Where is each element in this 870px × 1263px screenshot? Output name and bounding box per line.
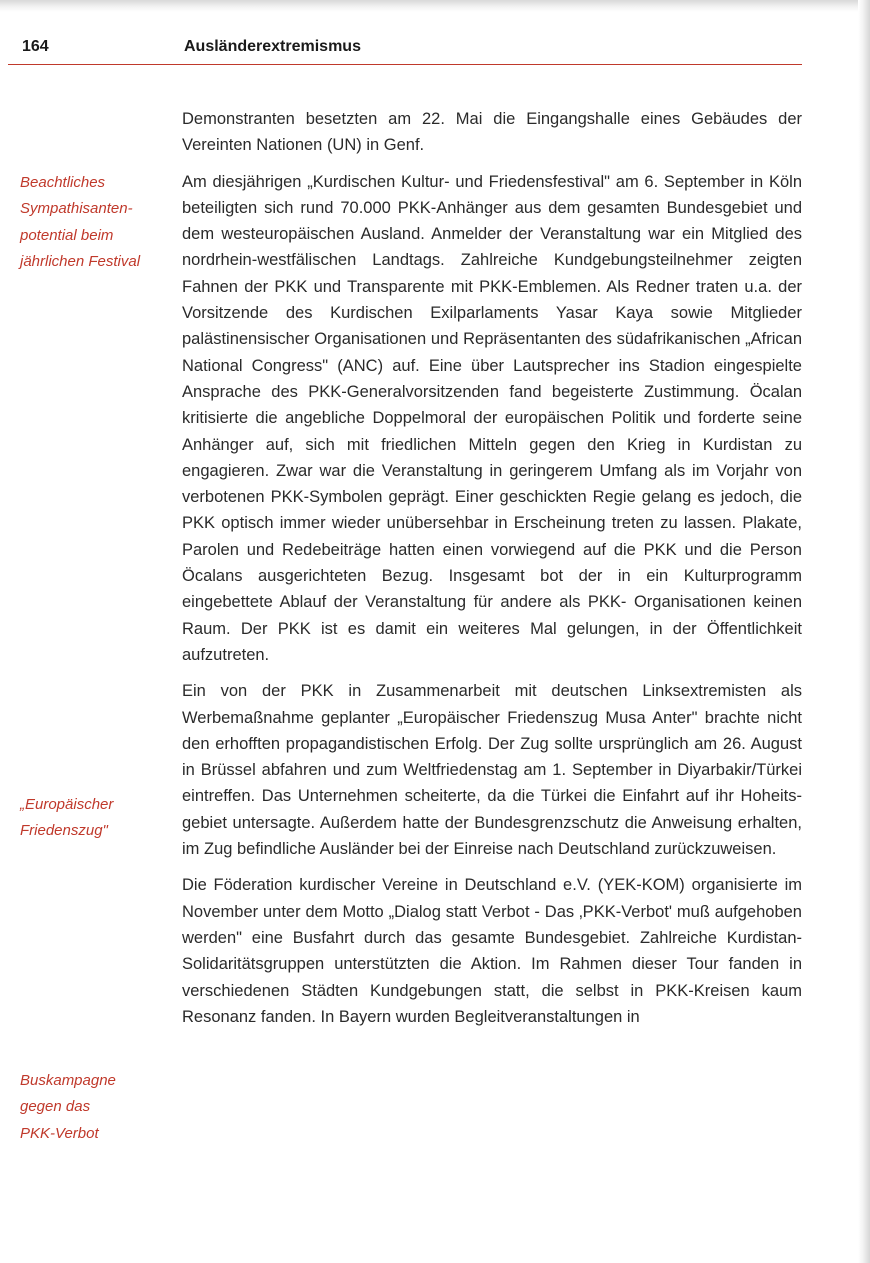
- margin-note-friedenszug: [20, 792, 170, 845]
- paragraph-friedenszug: Ein von der PKK in Zusammenarbeit mit deutschen Linksextremisten als Werbemaßnahme geplanter „Europäischer Friedenszug Musa Anter" brachte nicht den erhofften propagandistischen Erfolg. Der Zug sollte ursprünglich am 26. August in Brüssel abfahren und zum Weltfriedenstag am 1. September in Diyarbakir/Türkei eintreffen. Das Unternehmen scheiterte, da die Türkei die Einfahrt auf ihr Hoheitsgebiet untersagte. Außerdem hatte der Bundesgrenzschutz die Anweisung erhalten, im Zug befindliche Ausländer bei der Einreise nach Deutschland zurückzuweisen.: [182, 682, 802, 859]
- margin-note-buskampagne: [20, 1068, 170, 1147]
- paragraph-festival: Am diesjährigen „Kurdischen Kultur- und Friedensfestival" am 6. September in Köln beteiligten sich rund 70.000 PKK-Anhänger aus dem gesamten Bundesgebiet und dem westeuropäischen Ausland. Anmelder der Veranstaltung war ein Mitglied des nordrhein-westfälischen Landtags. Zahlreiche Kundgebungsteilnehmer zeigten Fahnen der PKK und Transparente mit PKK-Emblemen. Als Redner traten u.a. der Vorsitzende des Kurdischen Exilparlaments Yasar Kaya sowie Mitglieder palästinensischer Organisationen und Repräsentanten des südafrikanischen „African National Congress" (ANC) auf. Eine über Lautsprecher ins Stadion eingespielte Ansprache des PKK-Generalvorsitzenden fand begeisterte Zustimmung. Öcalan kritisierte die angebliche Doppelmoral der europäischen Politik und forderte seine Anhänger auf, sich mit friedlichen Mitteln gegen den Krieg in Kurdistan zu engagieren. Zwar war die Veranstaltung in geringerem Umfang als im Vorjahr von verbotenen PKK-Symbolen geprägt. Einer geschickten Regie gelang es jedoch, die PKK optisch immer wieder unübersehbar in Erscheinung treten zu lassen. Plakate, Parolen und Redebeiträge hatten einen vorwiegend auf die PKK und die Person Öcalans ausgerichteten Bezug. Insgesamt bot der in ein Kulturprogramm eingebettete Ablauf der Veranstaltung für andere als PKK- Organisationen keinen Raum. Der PKK ist es damit ein weiteres Mal gelungen, in der Öffentlichkeit aufzutreten.: [182, 172, 802, 664]
- margin-note-line: Sympathisanten-: [20, 200, 133, 218]
- scan-shadow-top: [0, 0, 870, 12]
- margin-note-line: Friedenszug": [20, 822, 108, 840]
- margin-note-line: jährlichen Festival: [20, 252, 141, 270]
- page-number: 164: [22, 38, 49, 55]
- margin-note-line: gegen das: [20, 1098, 91, 1116]
- scan-shadow-right: [858, 0, 870, 1263]
- margin-note-line: „Europäischer: [20, 796, 114, 813]
- margin-note-line: PKK-Verbot: [20, 1124, 99, 1142]
- header-rule: [8, 64, 802, 65]
- margin-note-festival: [20, 170, 170, 275]
- paragraph-un-genf: Demonstranten besetzten am 22. Mai die Eingangshalle eines Gebäudes der Vereinten Nationen (UN) in Genf.: [182, 110, 802, 155]
- running-title: Ausländerextremismus: [184, 38, 361, 55]
- margin-note-line: Buskampagne: [20, 1072, 116, 1089]
- margin-note-line: Beachtliches: [20, 174, 106, 191]
- main-text-column: [182, 106, 802, 1040]
- paragraph-buskampagne: Die Föderation kurdischer Vereine in Deutschland e.V. (YEK-KOM) organisierte im November unter dem Motto „Dialog statt Verbot - Das ‚PKK-Verbot' muß aufgehoben werden" eine Busfahrt durch das gesamte Bundesgebiet. Zahlreiche Kurdistan-Solidaritätsgruppen unterstützten die Aktion. Im Rahmen dieser Tour fanden in verschiedenen Städten Kundgebungen statt, die selbst in PKK-Kreisen kaum Resonanz fanden. In Bayern wurden Begleitveranstaltungen in: [182, 876, 802, 1026]
- margin-note-line: potential beim: [20, 226, 114, 244]
